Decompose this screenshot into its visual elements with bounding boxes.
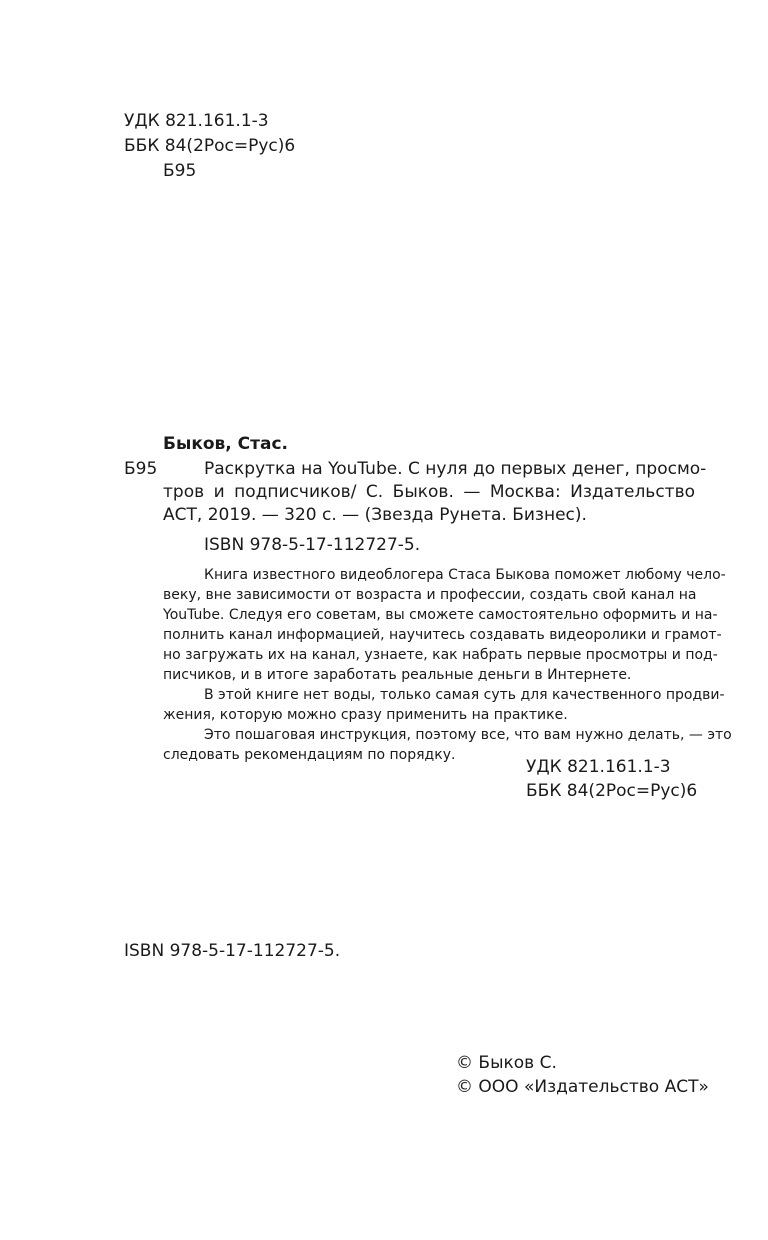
title-line: АСТ, 2019. — 320 с. — (Звезда Рунета. Бизнес). [163,505,587,525]
annotation-line: следовать рекомендациям по порядку. [163,747,456,763]
bbk-code: ББК 84(2Рос=Рус)6 [124,136,296,156]
author-name: Быков, Стас. [163,434,289,454]
bbk-code-bottom: ББК 84(2Рос=Рус)6 [526,781,698,801]
annotation-line: писчиков, и в итоге заработать реальные деньги в Интернете. [163,667,632,683]
copyright-author: © Быков С. [456,1053,557,1073]
record-author-mark: Б95 [124,459,158,479]
udk-code-bottom: УДК 821.161.1-3 [526,757,671,777]
isbn-record: ISBN 978-5-17-112727-5. [204,535,421,555]
copyright-publisher: © ООО «Издательство АСТ» [456,1077,709,1097]
title-line: тров и подписчиков/ С. Быков. — Москва: Издательство [163,482,695,502]
title-line: Раскрутка на YouTube. С нуля до первых денег, просмо- [204,459,707,479]
annotation-line: полнить канал информацией, научитесь создавать видеоролики и грамот- [163,627,722,643]
annotation-line: веку, вне зависимости от возраста и профессии, создать свой канал на [163,587,697,603]
annotation-line: Книга известного видеоблогера Стаса Быкова поможет любому чело- [204,567,726,583]
udk-code: УДК 821.161.1-3 [124,111,269,131]
isbn-footer: ISBN 978-5-17-112727-5. [124,941,341,961]
annotation-line: В этой книге нет воды, только самая суть для качественного продви- [204,687,725,703]
annotation-line: YouTube. Следуя его советам, вы сможете самостоятельно оформить и на- [163,607,718,623]
annotation-line: Это пошаговая инструкция, поэтому все, что вам нужно делать, — это [204,727,732,743]
annotation-line: жения, которую можно сразу применить на практике. [163,707,568,723]
author-mark: Б95 [163,161,197,181]
annotation-line: но загружать их на канал, узнаете, как набрать первые просмотры и под- [163,647,718,663]
